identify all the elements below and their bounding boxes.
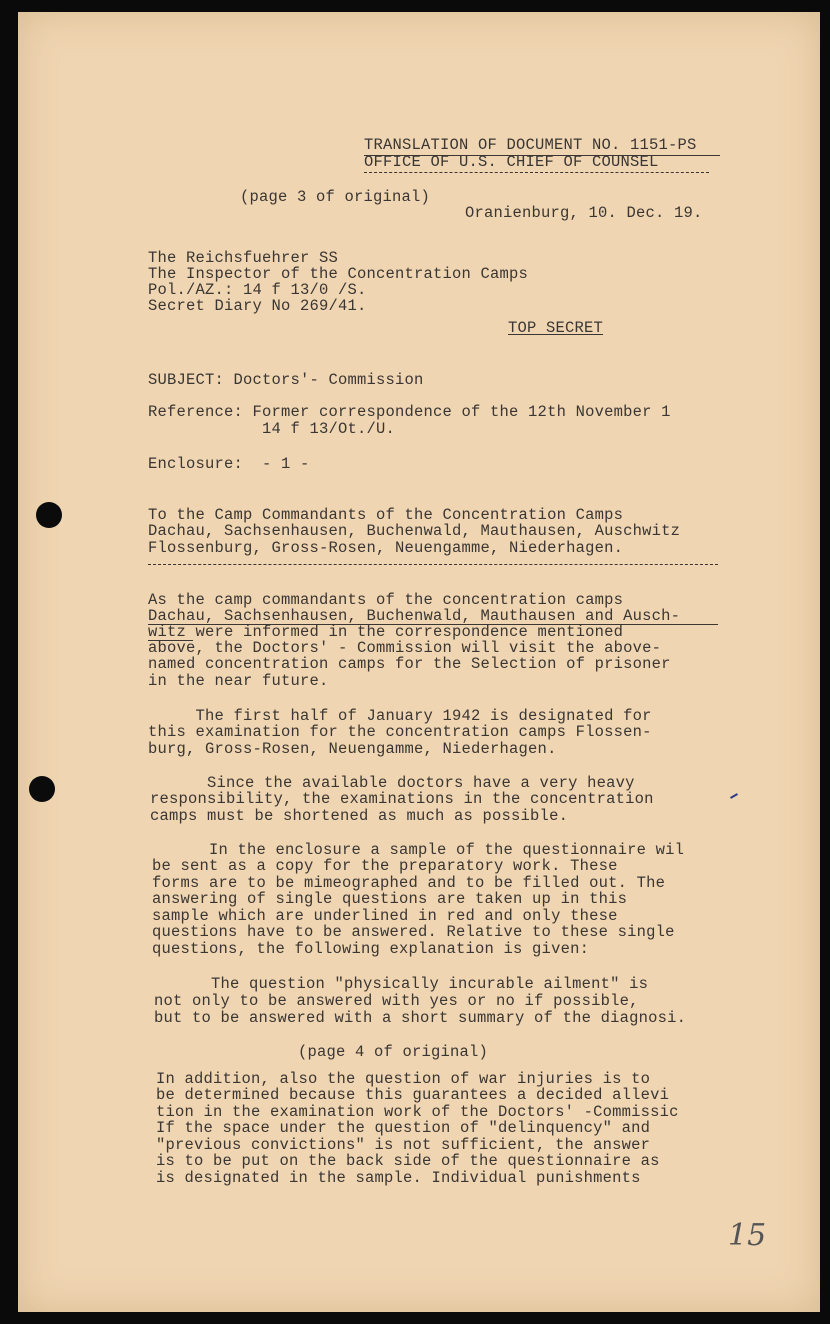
page-reference-top: (page 3 of original): [240, 188, 431, 206]
header-line-1: TRANSLATION OF DOCUMENT NO. 1151-PS: [364, 136, 697, 154]
header-line-2: OFFICE OF U.S. CHIEF OF COUNSEL: [364, 153, 659, 171]
underline-camps-2: [148, 640, 193, 641]
sender-line-3: Pol./AZ.: 14 f 13/0 /S.: [148, 281, 367, 299]
body-line: not only to be answered with yes or no if possible,: [154, 992, 639, 1010]
enclosure-line: Enclosure: - 1 -: [148, 455, 310, 473]
underline-camps-1: [148, 624, 718, 625]
sender-line-2: The Inspector of the Concentration Camps: [148, 265, 529, 283]
body-line: The question "physically incurable ailment" is: [154, 975, 649, 993]
body-line: sample which are underlined in red and only these: [152, 907, 618, 925]
punch-hole-bottom: [29, 776, 55, 802]
sender-line-4: Secret Diary No 269/41.: [148, 297, 367, 315]
body-line: Since the available doctors have a very heavy: [150, 774, 635, 792]
body-line: If the space under the question of "delinquency" and: [156, 1119, 651, 1137]
body-line: be sent as a copy for the preparatory work. These: [152, 857, 618, 875]
page-reference-mid: (page 4 of original): [298, 1043, 489, 1061]
addressee-separator: [148, 564, 718, 565]
body-line: burg, Gross-Rosen, Neuengamme, Niederhagen.: [148, 740, 557, 758]
body-line: is to be put on the back side of the questionnaire as: [156, 1152, 660, 1170]
body-line: "previous convictions" is not sufficient, the answer: [156, 1136, 651, 1154]
reference-line-1: Reference: Former correspondence of the 12th November 1: [148, 403, 671, 421]
header-underline-2: [364, 172, 709, 173]
body-line: tion in the examination work of the Doctors' -Commissic: [156, 1103, 679, 1121]
body-line: Dachau, Sachsenhausen, Buchenwald, Mauthausen and Ausch-: [148, 607, 681, 625]
subject-line: SUBJECT: Doctors'- Commission: [148, 371, 424, 389]
body-line: witz were informed in the correspondence mentioned: [148, 623, 624, 641]
body-line: named concentration camps for the Selection of prisoner: [148, 655, 671, 673]
addressee-line-1: To the Camp Commandants of the Concentration Camps: [148, 506, 624, 524]
body-line: As the camp commandants of the concentration camps: [148, 591, 624, 609]
body-line: be determined because this guarantees a decided allevi: [156, 1086, 670, 1104]
punch-hole-top: [36, 502, 62, 528]
body-line: is designated in the sample. Individual punishments: [156, 1169, 641, 1187]
body-line: answering of single questions are taken up in this: [152, 890, 628, 908]
body-line: In the enclosure a sample of the questionnaire wil: [152, 841, 685, 859]
classification-label: TOP SECRET: [508, 319, 604, 337]
place-and-date: Oranienburg, 10. Dec. 19.: [465, 204, 703, 222]
addressee-line-2: Dachau, Sachsenhausen, Buchenwald, Mauthausen, Auschwitz: [148, 522, 681, 540]
addressee-line-3: Flossenburg, Gross-Rosen, Neuengamme, Niederhagen.: [148, 539, 624, 557]
body-line: The first half of January 1942 is designated for: [148, 707, 652, 725]
body-line: this examination for the concentration camps Flossen-: [148, 723, 652, 741]
body-line: In addition, also the question of war injuries is to: [156, 1070, 651, 1088]
body-line: camps must be shortened as much as possible.: [150, 807, 569, 825]
sender-line-1: The Reichsfuehrer SS: [148, 249, 339, 267]
reference-line-2: 14 f 13/Ot./U.: [262, 420, 396, 438]
body-line: questions, the following explanation is given:: [152, 940, 590, 958]
body-line: questions have to be answered. Relative to these single: [152, 923, 675, 941]
body-line: forms are to be mimeographed and to be filled out. The: [152, 874, 666, 892]
body-line: in the near future.: [148, 672, 329, 690]
body-line: responsibility, the examinations in the concentration: [150, 790, 654, 808]
body-line: above, the Doctors' - Commission will visit the above-: [148, 639, 662, 657]
body-line: but to be answered with a short summary of the diagnosi.: [154, 1009, 687, 1027]
handwritten-page-number: 15: [728, 1218, 767, 1253]
